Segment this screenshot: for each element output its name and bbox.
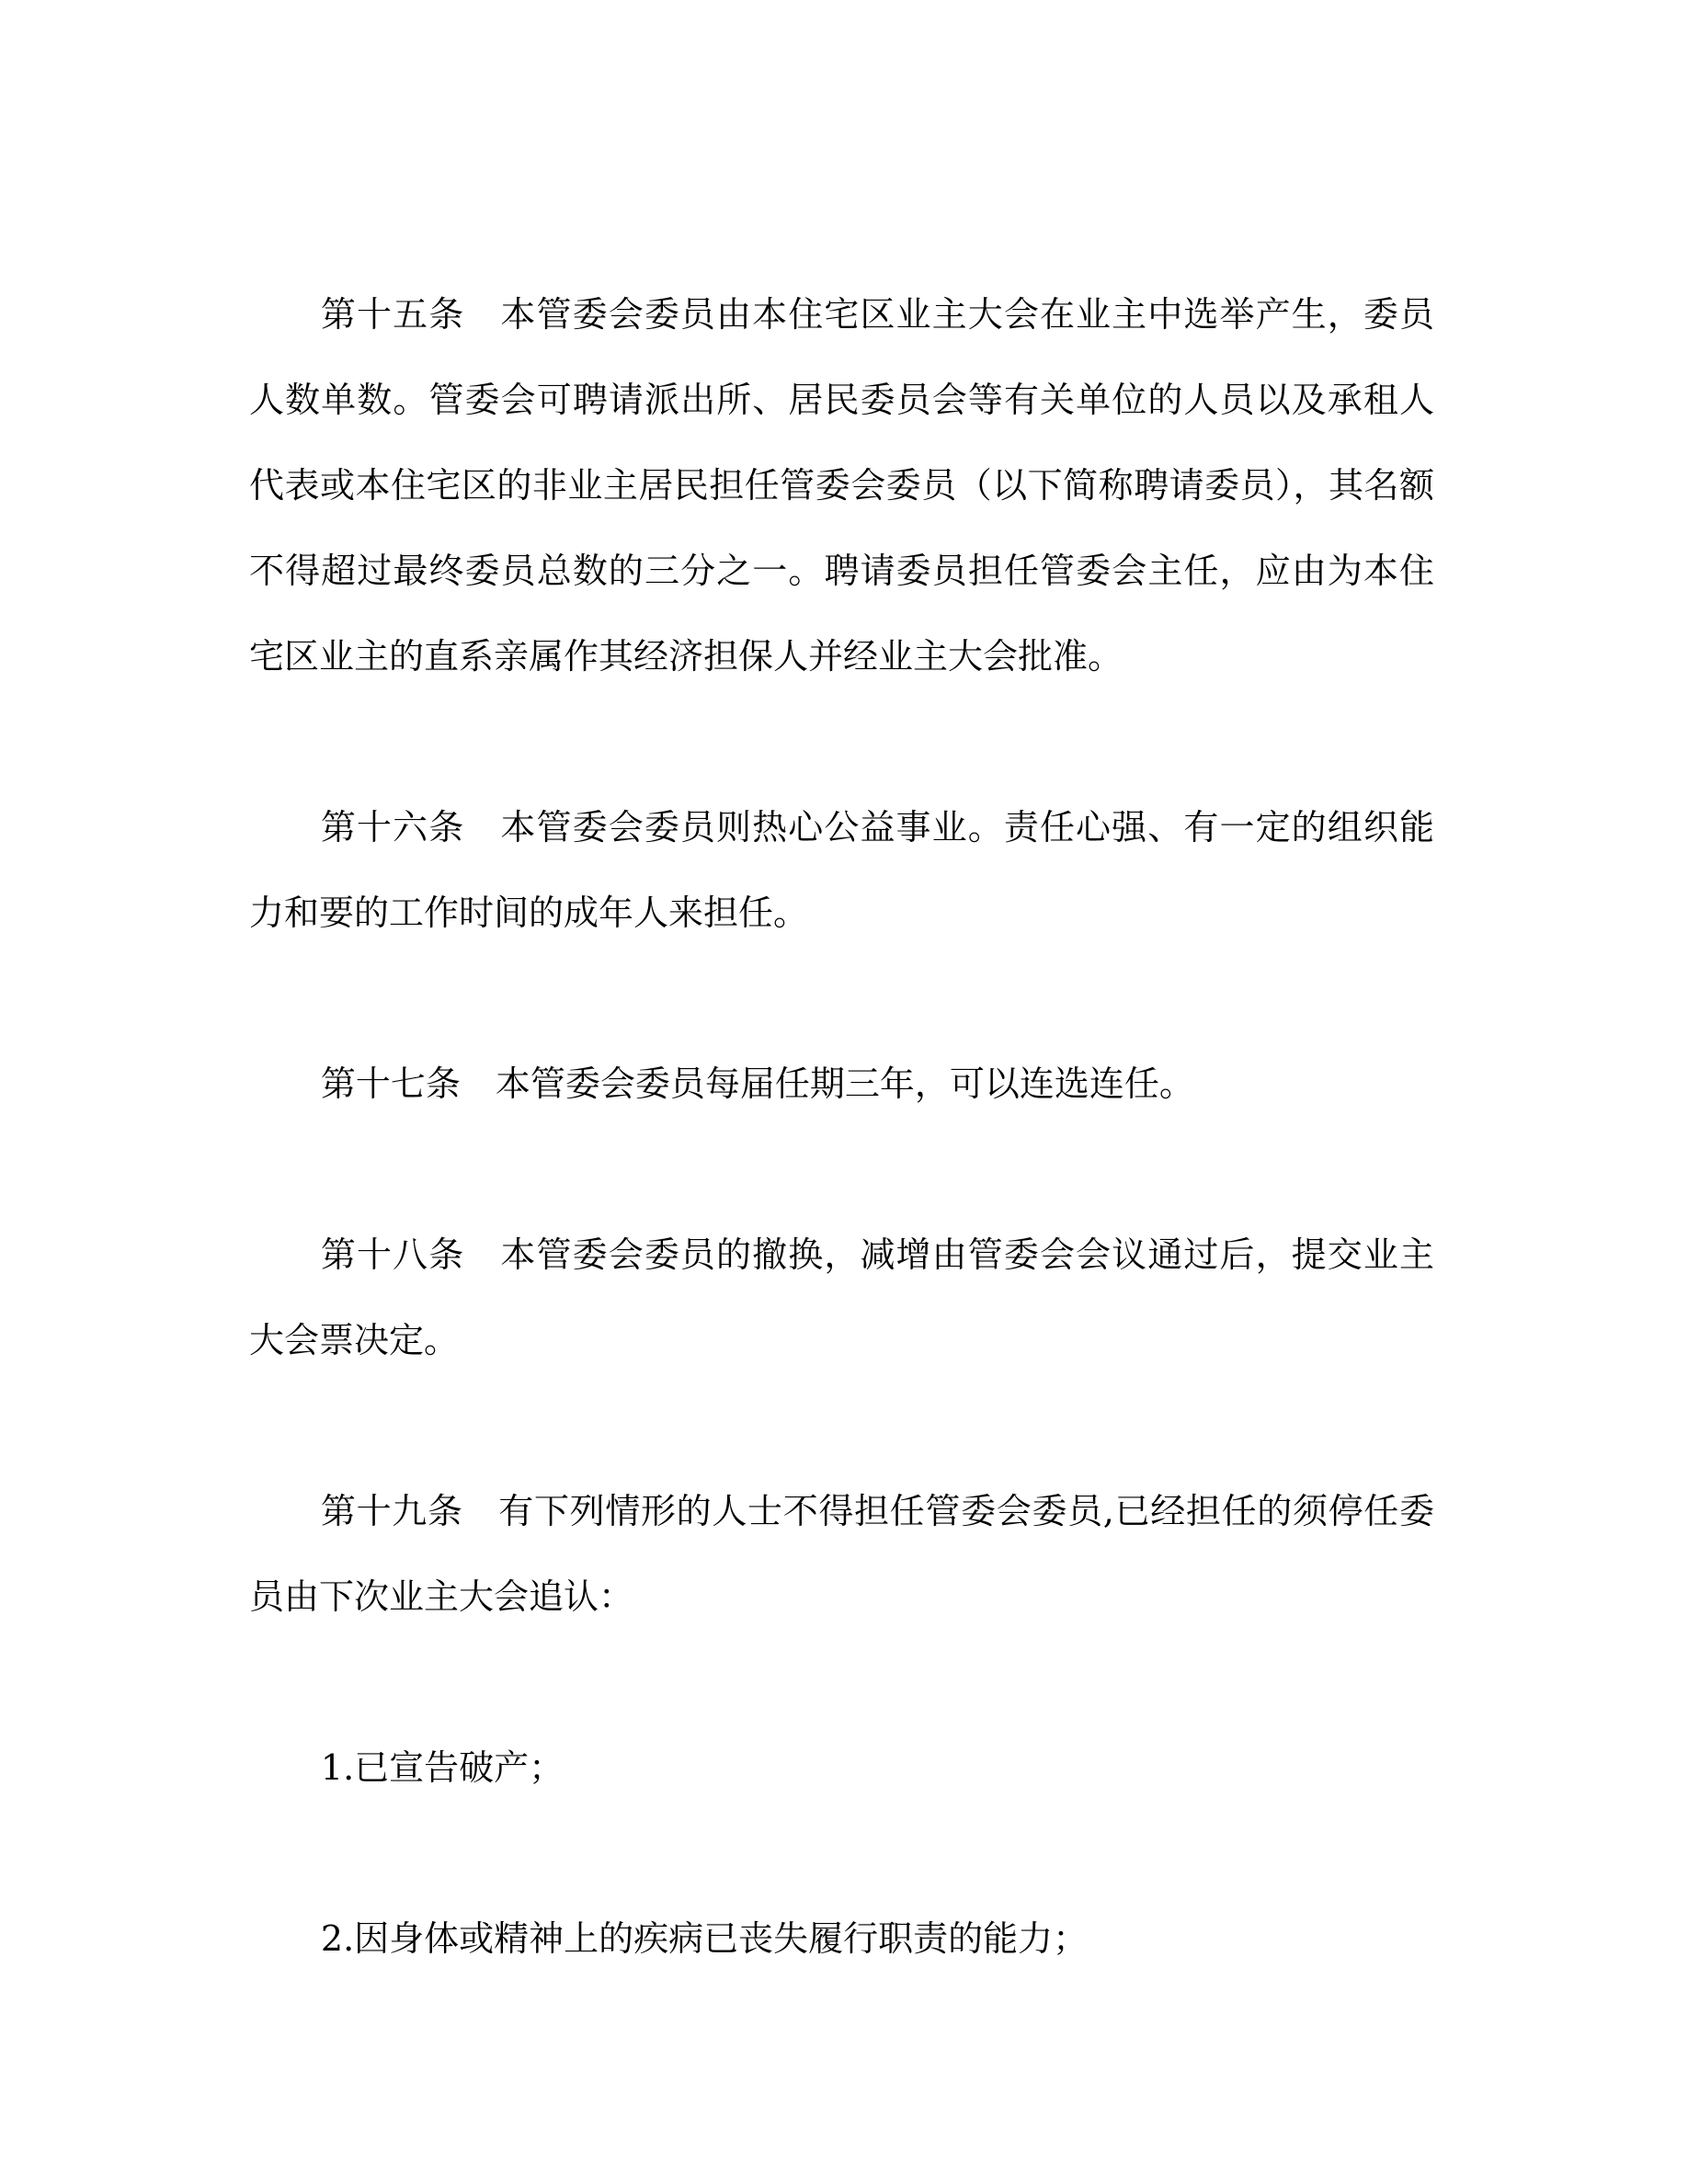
paragraph-article-15: 第十五条 本管委会委员由本住宅区业主大会在业主中选举产生，委员人数单数。管委会可聘请派出所、居民委员会等有关单位的人员以及承租人代表或本住宅区的非业主居民担任管委会委员（以下简称聘请委员），其名额不得超过最终委员总数的三分之一。聘请委员担任管委会主任，应由为本住宅区业主的直系亲属作其经济担保人并经业主大会批准。 xyxy=(249,294,1434,677)
list-item-1: 1.已宣告破产； xyxy=(320,1747,565,1788)
paragraph-article-19: 第十九条 有下列情形的人士不得担任管委会委员,已经担任的须停任委员由下次业主大会追认： xyxy=(249,1491,1434,1617)
paragraph-article-16: 第十六条 本管委会委员则热心公益事业。责任心强、有一定的组织能力和要的工作时间的成年人来担任。 xyxy=(249,807,1434,933)
list-item-2: 2.因身体或精神上的疾病已丧失履行职责的能力； xyxy=(320,1918,1089,1959)
paragraph-article-17: 第十七条 本管委会委员每届任期三年，可以连选连任。 xyxy=(320,1064,1194,1104)
paragraph-article-18: 第十八条 本管委会委员的撤换，减增由管委会会议通过后，提交业主大会票决定。 xyxy=(249,1234,1434,1360)
